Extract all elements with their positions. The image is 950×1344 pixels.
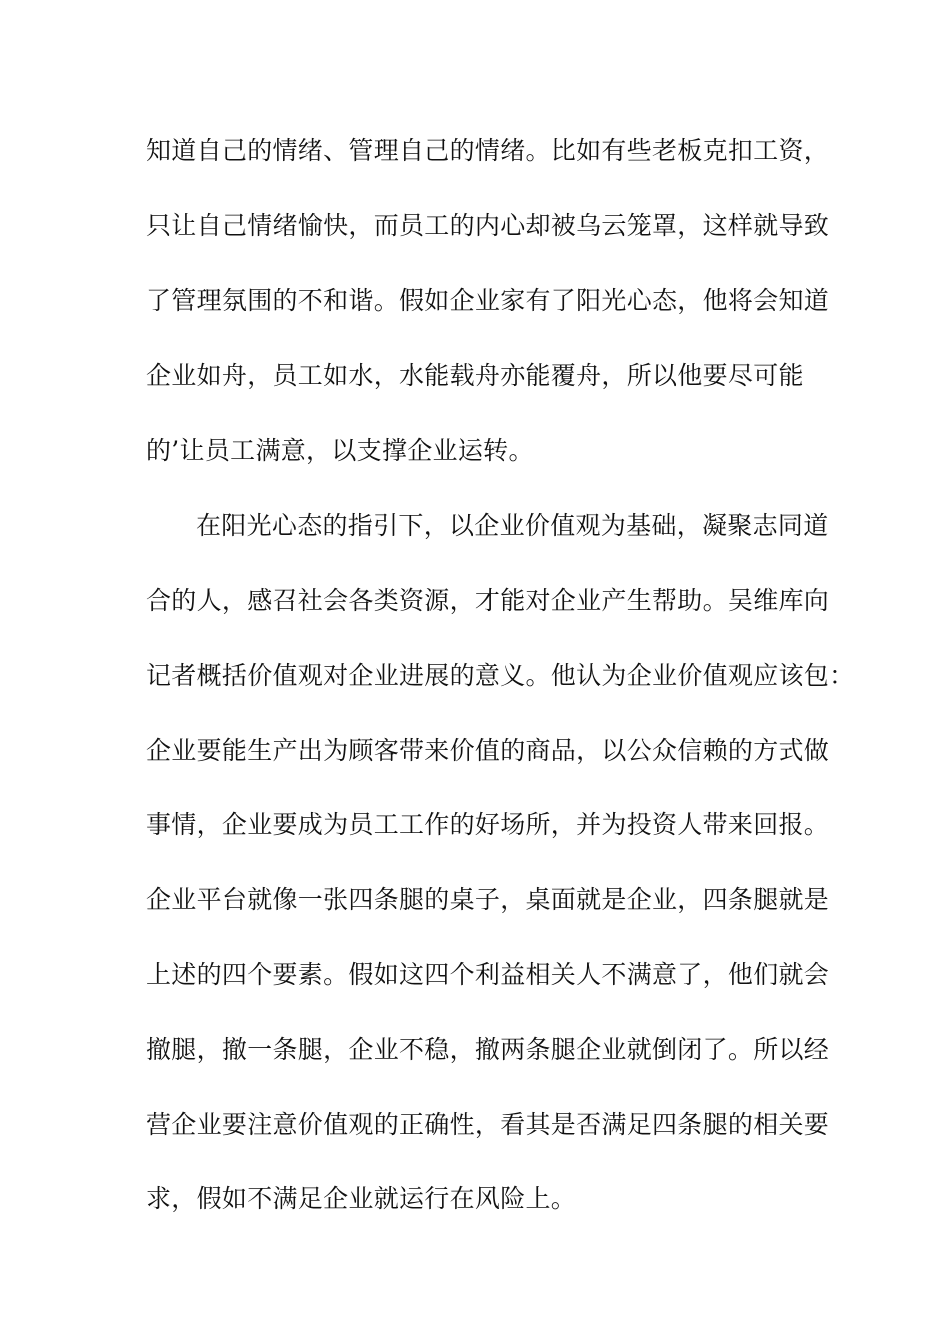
- text-line: 知道自己的情绪、管理自己的情绪。比如有些老板克扣工资，: [146, 136, 830, 165]
- text-line: 的’让员工满意，以支撑企业运转。: [146, 436, 534, 465]
- text-line: 企业平台就像一张四条腿的桌子，桌面就是企业，四条腿就是: [146, 885, 830, 914]
- text-line: 记者概括价值观对企业进展的意义。他认为企业价值观应该包：: [146, 661, 855, 690]
- paragraph-first-line: 在阳光心态的指引下，以企业价值观为基础，凝聚志同道: [196, 511, 829, 540]
- text-line: 合的人，感召社会各类资源，才能对企业产生帮助。吴维库向: [146, 586, 830, 615]
- text-line: 事情，企业要成为员工工作的好场所，并为投资人带来回报。: [146, 810, 830, 839]
- text-line: 营企业要注意价值观的正确性，看其是否满足四条腿的相关要: [146, 1110, 830, 1139]
- text-line: 企业如舟，员工如水，水能载舟亦能覆舟，所以他要尽可能: [146, 361, 804, 390]
- text-line: 上述的四个要素。假如这四个利益相关人不满意了，他们就会: [146, 960, 830, 989]
- text-line: 求，假如不满足企业就运行在风险上。: [146, 1184, 577, 1213]
- text-line: 只让自己情绪愉快，而员工的内心却被乌云笼罩，这样就导致: [146, 211, 830, 240]
- text-line: 企业要能生产出为顾客带来价值的商品，以公众信赖的方式做: [146, 736, 830, 765]
- text-line: 了管理氛围的不和谐。假如企业家有了阳光心态，他将会知道: [146, 286, 830, 315]
- text-line: 撤腿，撤一条腿，企业不稳，撤两条腿企业就倒闭了。所以经: [146, 1035, 830, 1064]
